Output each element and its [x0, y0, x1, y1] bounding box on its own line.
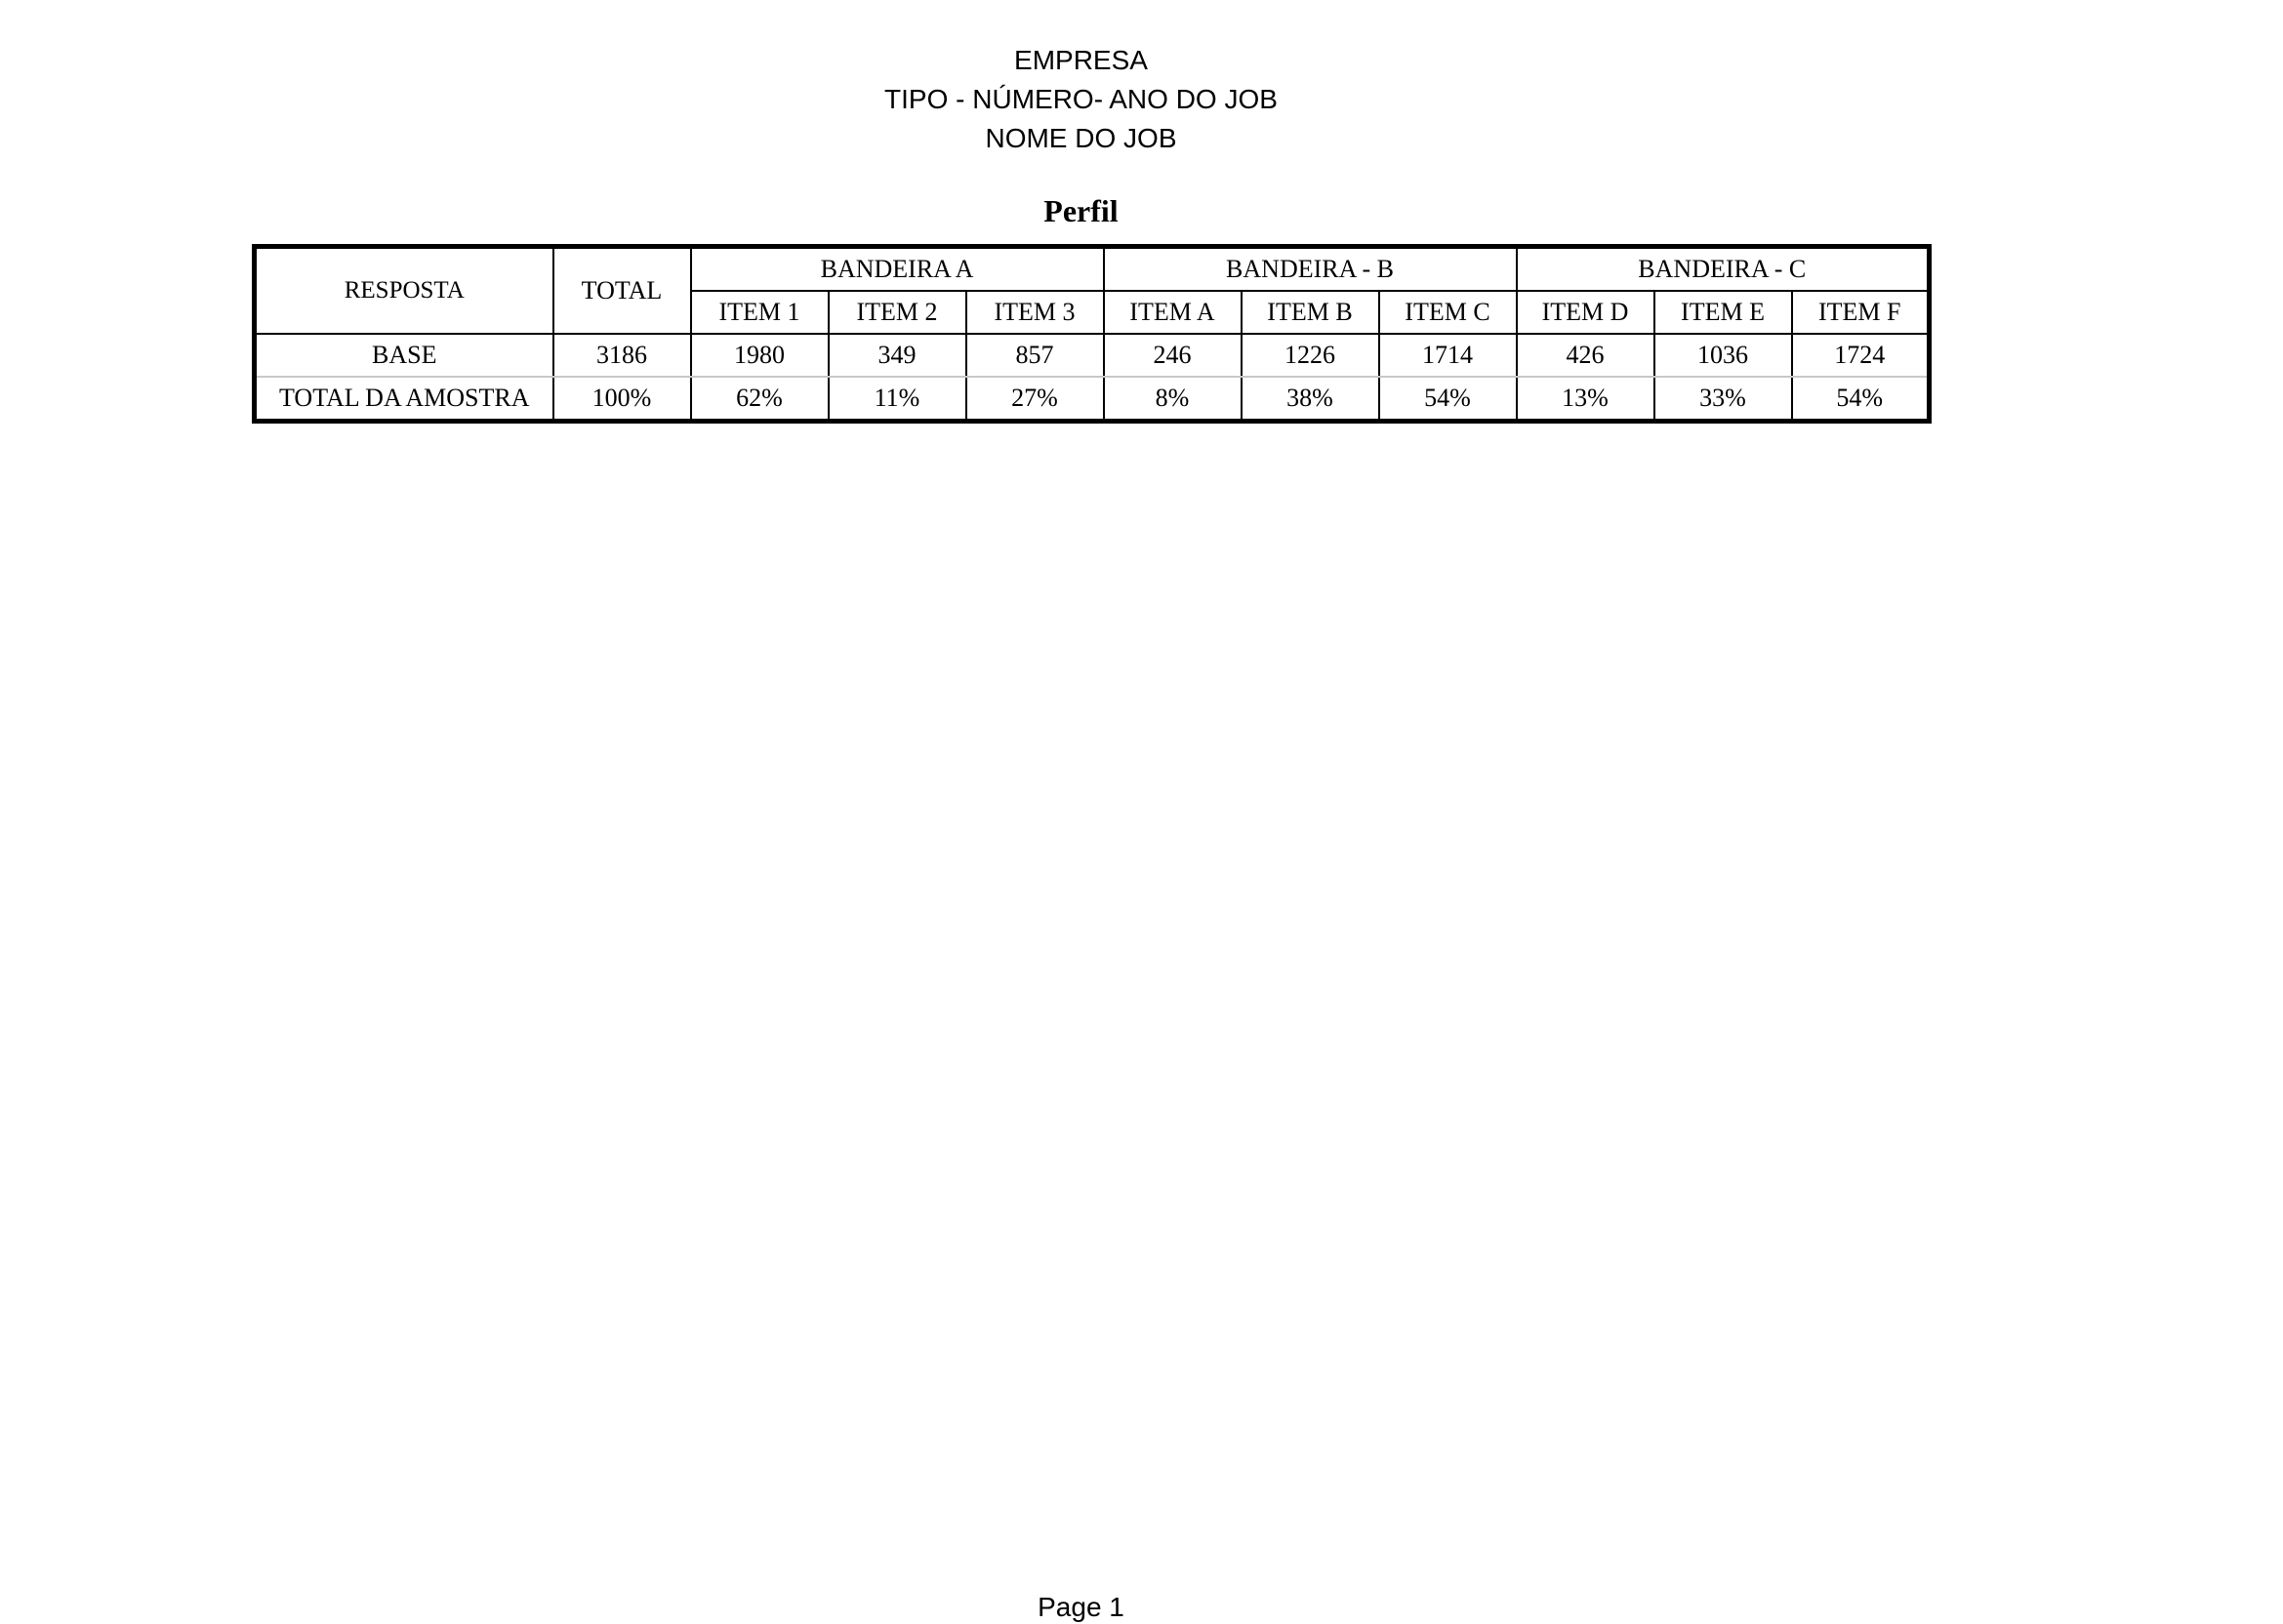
- table-cell: 54%: [1379, 377, 1517, 422]
- group-header-bandeira-c: BANDEIRA - C: [1517, 247, 1930, 292]
- group-header-bandeira-b: BANDEIRA - B: [1104, 247, 1517, 292]
- page-footer: Page 1: [1038, 1592, 1124, 1622]
- table-cell: 1724: [1792, 334, 1930, 377]
- table-cell: 1714: [1379, 334, 1517, 377]
- table-cell: 62%: [691, 377, 829, 422]
- table-row-total-da-amostra: [255, 377, 1930, 422]
- total-header: TOTAL: [553, 247, 691, 335]
- table-cell: 1226: [1242, 334, 1379, 377]
- table-cell-total: 100%: [553, 377, 691, 422]
- job-type-number-year: TIPO - NÚMERO- ANO DO JOB: [884, 84, 1278, 114]
- table-cell: 33%: [1654, 377, 1792, 422]
- table-cell: 857: [966, 334, 1104, 377]
- table-cell: 246: [1104, 334, 1242, 377]
- document-header: [0, 41, 2162, 158]
- row-label: BASE: [255, 334, 553, 377]
- column-header: ITEM C: [1379, 291, 1517, 334]
- column-header: ITEM B: [1242, 291, 1379, 334]
- table-row-base: [255, 334, 1930, 377]
- table-cell: 1036: [1654, 334, 1792, 377]
- table-cell: 426: [1517, 334, 1654, 377]
- table-cell: 8%: [1104, 377, 1242, 422]
- profile-table: [252, 244, 1932, 424]
- section-title: Perfil: [1043, 193, 1119, 228]
- column-header: ITEM A: [1104, 291, 1242, 334]
- table-cell: 1980: [691, 334, 829, 377]
- group-header-bandeira-a: BANDEIRA A: [691, 247, 1104, 292]
- column-header: ITEM 1: [691, 291, 829, 334]
- column-header: ITEM D: [1517, 291, 1654, 334]
- row-label: TOTAL DA AMOSTRA: [255, 377, 553, 422]
- column-header: ITEM F: [1792, 291, 1930, 334]
- group-header-row: [255, 247, 1930, 292]
- table-cell: 38%: [1242, 377, 1379, 422]
- column-header: ITEM 2: [829, 291, 966, 334]
- table-cell: 349: [829, 334, 966, 377]
- resposta-header: RESPOSTA: [255, 247, 553, 335]
- job-name: NOME DO JOB: [985, 123, 1177, 153]
- table-cell: 54%: [1792, 377, 1930, 422]
- company-name: EMPRESA: [1014, 45, 1148, 75]
- table-cell: 27%: [966, 377, 1104, 422]
- column-header: ITEM 3: [966, 291, 1104, 334]
- column-header: ITEM E: [1654, 291, 1792, 334]
- table-cell: 11%: [829, 377, 966, 422]
- table-cell: 13%: [1517, 377, 1654, 422]
- table-cell-total: 3186: [553, 334, 691, 377]
